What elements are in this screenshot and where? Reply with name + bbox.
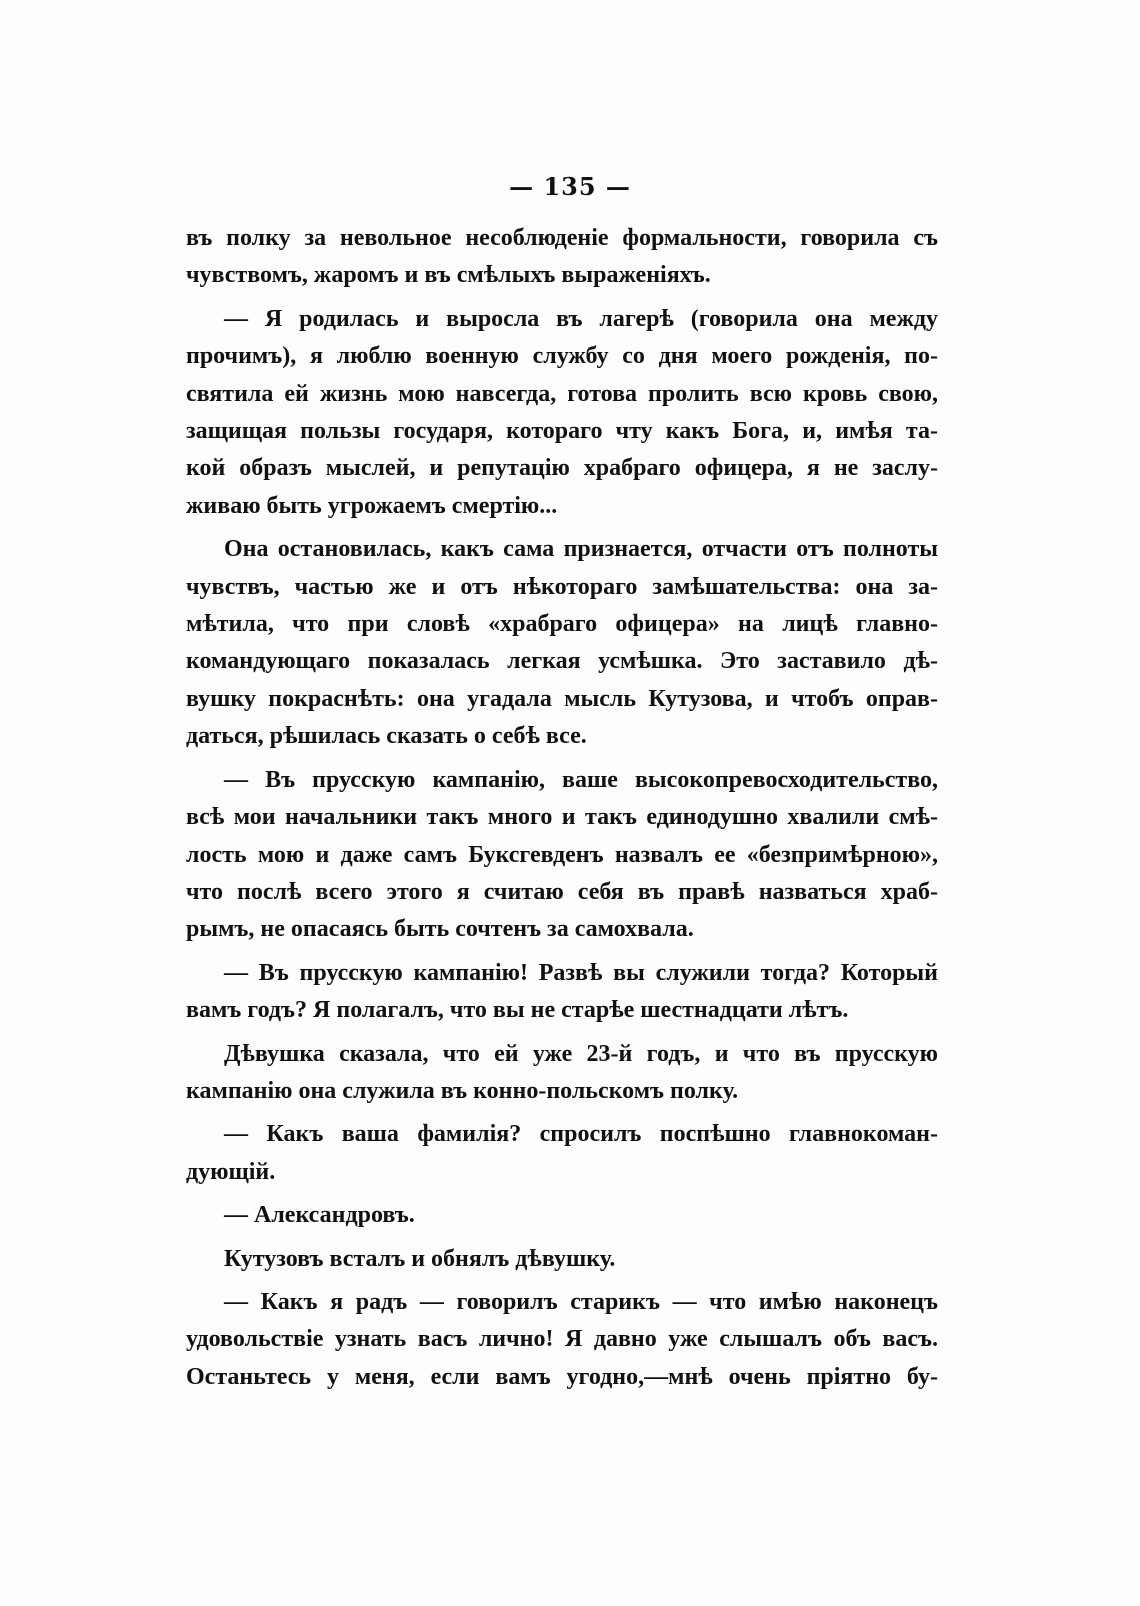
text-line: въ полку за невольное несоблюденіе формальности, говорила съ xyxy=(186,225,938,251)
text-line: лость мою и даже самъ Буксгевденъ назвалъ ее «безпримѣрною», xyxy=(186,841,938,868)
paragraph xyxy=(186,1197,938,1234)
text-line: дующій. xyxy=(186,1158,276,1185)
text-line: рымъ, не опасаясь быть сочтенъ за самохвала. xyxy=(186,916,694,943)
page-number: — 135 — xyxy=(509,172,631,201)
text-line: — Въ прусскую кампанію, ваше высокопревосходительство, xyxy=(224,766,938,793)
text-line: Дѣвушка сказала, что ей уже 23-й годъ, и что въ прусскую xyxy=(224,1040,938,1067)
paragraph xyxy=(186,531,938,755)
text-line: командующаго показалась легкая усмѣшка. Это заставило дѣ- xyxy=(186,648,938,675)
paragraph xyxy=(186,1284,938,1396)
text-line: даться, рѣшилась сказать о себѣ все. xyxy=(186,723,587,750)
text-line: — Какъ ваша фамилія? спросилъ поспѣшно главнокоман- xyxy=(224,1121,938,1148)
text-line: живаю быть угрожаемъ смертію... xyxy=(186,492,558,519)
text-line: кампанію она служила въ конно-польскомъ полку. xyxy=(186,1077,739,1104)
paragraph xyxy=(186,1116,938,1191)
text-line: кой образъ мыслей, и репутацію храбраго офицера, я не заслу- xyxy=(186,455,938,482)
text-line: вушку покраснѣть: она угадала мысль Кутузова, и чтобъ оправ- xyxy=(186,685,938,712)
text-line: — Александровъ. xyxy=(224,1202,415,1229)
text-line: защищая пользы государя, котораго чту какъ Бога, и, имѣя та- xyxy=(186,418,938,445)
paragraph xyxy=(186,762,938,949)
text-line: прочимъ), я люблю военную службу со дня моего рожденія, по- xyxy=(186,343,938,370)
text-line: — Какъ я радъ — говорилъ старикъ — что имѣю наконецъ xyxy=(224,1288,938,1315)
text-line: — Въ прусскую кампанію! Развѣ вы служили тогда? Который xyxy=(224,959,938,986)
text-line: Кутузовъ всталъ и обнялъ дѣвушку. xyxy=(224,1245,616,1272)
paragraph xyxy=(186,1241,938,1278)
text-line: всѣ мои начальники такъ много и такъ единодушно хвалили смѣ- xyxy=(186,804,938,831)
text-line: чувствомъ, жаромъ и въ смѣлыхъ выраженіяхъ. xyxy=(186,262,711,289)
text-line: что послѣ всего этого я считаю себя въ правѣ назваться храб- xyxy=(186,878,938,905)
paragraph xyxy=(186,220,938,295)
paragraph xyxy=(186,301,938,525)
paragraph xyxy=(186,1036,938,1111)
text-line: Она остановилась, какъ сама признается, отчасти отъ полноты xyxy=(224,536,938,563)
text-line: — Я родилась и выросла въ лагерѣ (говорила она между xyxy=(224,305,938,332)
paragraph xyxy=(186,955,938,1030)
text-line: Останьтесь у меня, если вамъ угодно,—мнѣ очень пріятно бу- xyxy=(186,1363,938,1390)
text-line: удовольствіе узнать васъ лично! Я давно уже слышалъ объ васъ. xyxy=(186,1326,938,1353)
text-line: вамъ годъ? Я полагалъ, что вы не старѣе шестнадцати лѣтъ. xyxy=(186,997,849,1024)
text-line: чувствъ, частью же и отъ нѣкотораго замѣшательства: она за- xyxy=(186,573,938,600)
text-line: святила ей жизнь мою навсегда, готова пролить всю кровь свою, xyxy=(186,380,938,407)
text-line: мѣтила, что при словѣ «храбраго офицера» на лицѣ главно- xyxy=(186,611,938,638)
body-text xyxy=(186,220,938,1396)
